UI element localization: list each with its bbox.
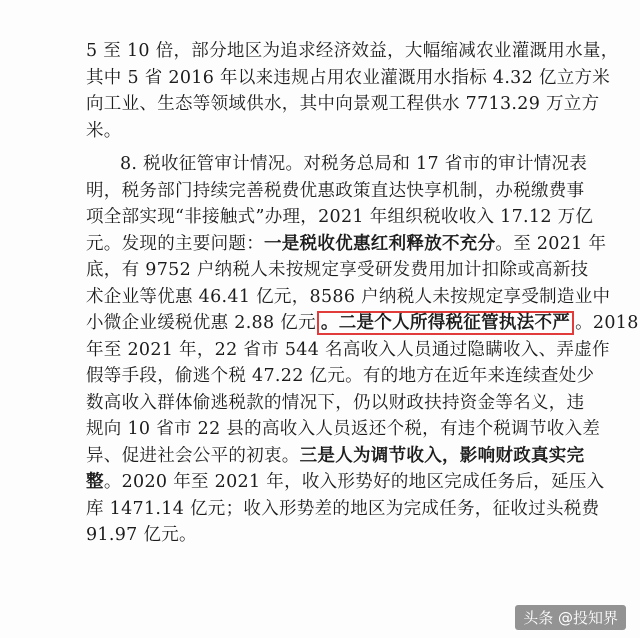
text-line: 其中 5 省 2016 年以来违规占用农业灌溉用水指标 4.32 亿立方米 xyxy=(86,67,611,88)
highlighted-heading: 。二是个人所得税征管执法不严 xyxy=(317,311,574,335)
document-page xyxy=(86,38,639,549)
text-span: 。2020 年至 2021 年，收入形势好的地区完成任务后，延压入 xyxy=(103,472,605,492)
text-line xyxy=(86,231,607,258)
text-line: 底，有 9752 户纳税人未按规定享受研发费用加计扣除或高新技 xyxy=(86,260,589,280)
bold-heading: 一是税收优惠红利释放不充分 xyxy=(264,233,496,254)
text-line xyxy=(86,310,639,337)
text-span: 。至 2021 年 xyxy=(495,233,607,254)
watermark: 头条 @投知界 xyxy=(515,605,626,630)
text-span: 异、促进社会公平的初衷。 xyxy=(86,445,300,466)
text-span: 元。发现的主要问题： xyxy=(86,233,264,254)
text-line: 米。 xyxy=(86,120,122,141)
text-line: 明，税务部门持续完善税费优惠政策直达快享机制，办税缴费事 xyxy=(86,180,585,201)
text-line: 假等手段，偷逃个税 47.22 亿元。有的地方在近年来连续查处少 xyxy=(86,366,595,386)
text-line: 年至 2021 年，22 省市 544 名高收入人员通过隐瞒收入、弄虚作 xyxy=(86,339,610,360)
bold-heading: 整 xyxy=(86,472,104,492)
text-line xyxy=(86,443,585,470)
text-line: 项全部实现“非接触式”办理，2021 年组织税收收入 17.12 万亿 xyxy=(86,207,594,227)
text-span: 。2018 xyxy=(575,313,639,333)
text-line: 91.97 亿元。 xyxy=(86,525,197,545)
text-line: 库 1471.14 亿元；收入形势差的地区为完成任务，征收过头税费 xyxy=(86,498,600,519)
text-line: 规向 10 省市 22 县的高收入人员返还个税，有违个税调节收入差 xyxy=(86,419,601,439)
text-line: 5 至 10 倍，部分地区为追求经济效益，大幅缩减农业灌溉用水量， xyxy=(86,41,619,61)
bold-heading: 三是人为调节收入，影响财政真实完 xyxy=(299,445,585,466)
text-span: 小微企业缓税优惠 2.88 亿元 xyxy=(86,313,316,333)
text-line: 向工业、生态等领域供水，其中向景观工程供水 7713.29 万立方 xyxy=(86,94,600,114)
text-line: 术企业等优惠 46.41 亿元，8586 户纳税人未按规定享受制造业中 xyxy=(86,286,611,307)
text-line xyxy=(86,469,605,496)
text-line: 8. 税收征管审计情况。对税务总局和 17 省市的审计情况表 xyxy=(120,154,588,174)
text-line: 数高收入群体偷逃税款的情况下，仍以财政扶持资金等名义，违 xyxy=(86,392,585,413)
